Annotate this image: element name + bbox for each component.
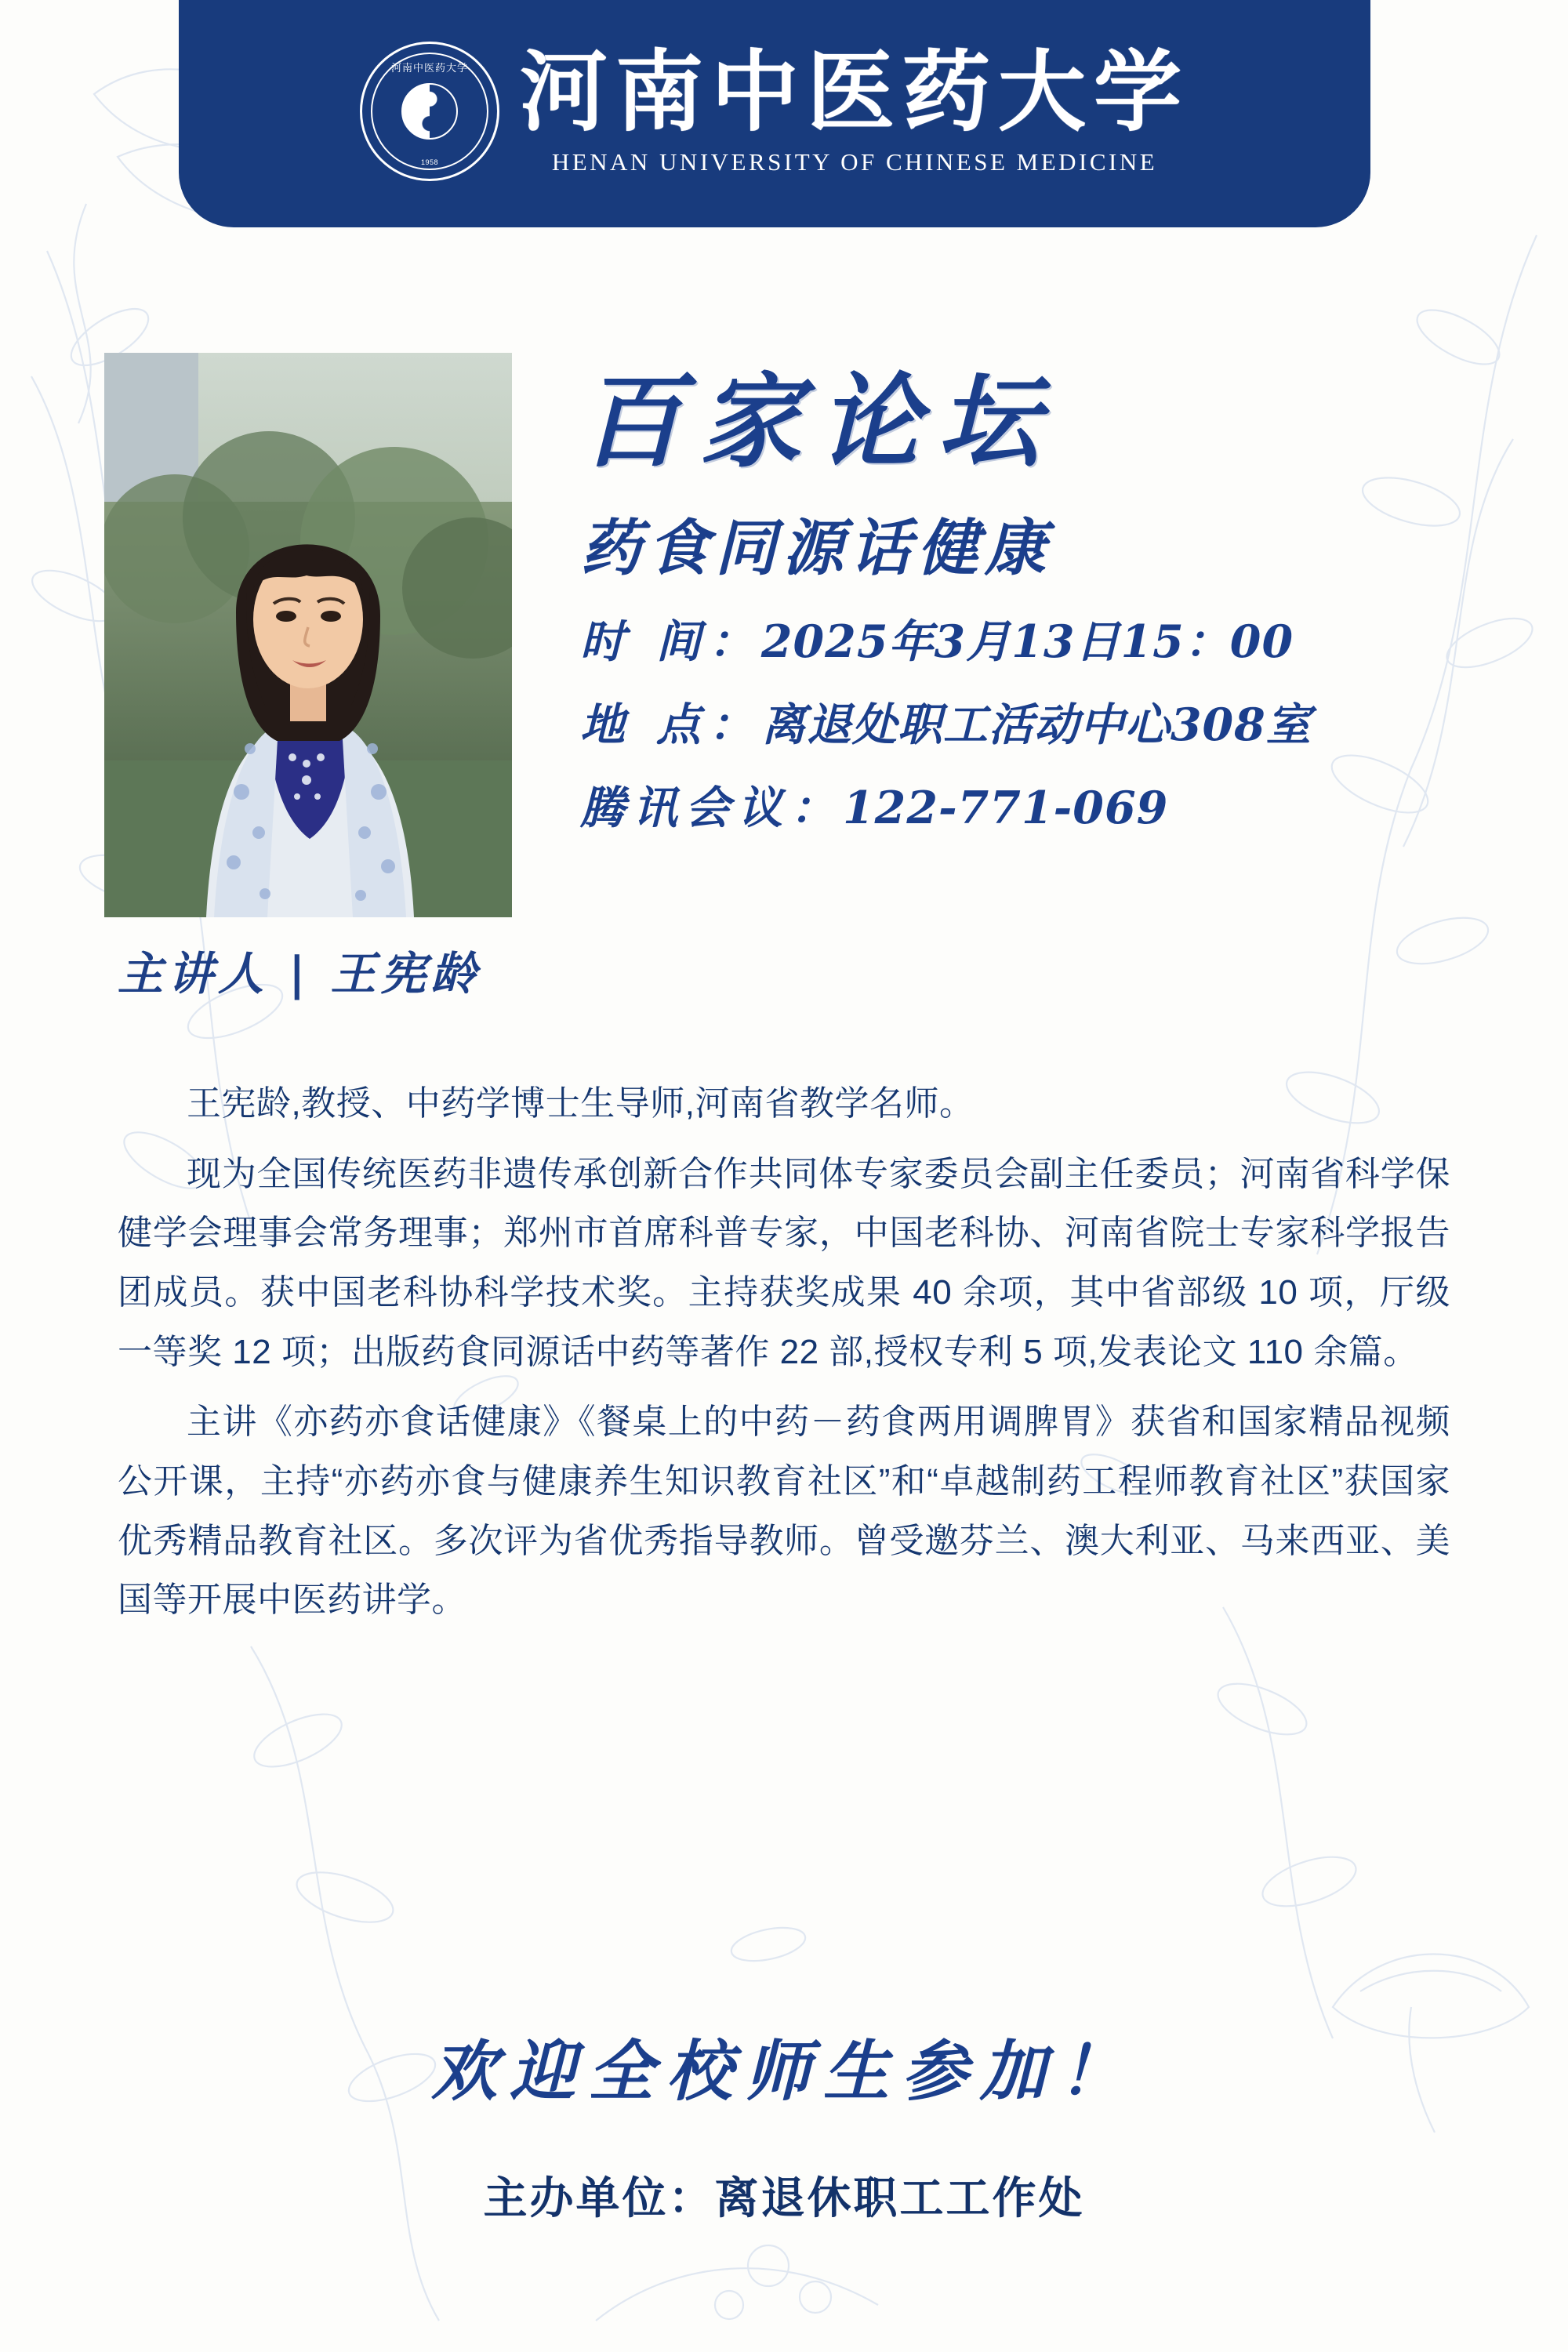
event-title-main: 百家论坛 [580, 361, 1058, 481]
organizer-line: 主办单位：离退休职工工作处 [483, 2173, 1085, 2223]
speaker-biography [118, 1074, 1450, 1641]
event-location-value: 离退处职工活动中心308室 [760, 698, 1312, 751]
bio-paragraph-2: 现为全国传统医药非遗传承创新合作共同体专家委员会副主任委员；河南省科学保健学会理事会常务理事；郑州市首席科普专家，中国老科协、河南省院士专家科学报告团成员。获中国老科协科学技术奖。主持获奖成果 40 余项，其中省部级 10 项，厅级一等奖 12 项；出版药食同源话中药等著作 22 部,授权专利 5 项,发表论文 110 余篇。 [118, 1154, 1450, 1371]
event-time-row [580, 606, 1497, 670]
welcome-message: 欢迎全校师生参加！ [430, 2032, 1137, 2110]
speaker-credit: 主讲人 | 王宪龄 [118, 947, 481, 1000]
event-location-row [580, 689, 1497, 753]
seal-top-text: 河南中医药大学 [390, 62, 468, 74]
university-name-en: HENAN UNIVERSITY OF CHINESE MEDICINE [551, 147, 1158, 176]
event-location-label: 地 点： [580, 698, 761, 751]
event-meeting-label: 腾讯会议： [580, 781, 843, 834]
event-meeting-id: 122-771-069 [843, 781, 1169, 834]
university-header-band [179, 0, 1370, 227]
bio-paragraph-3: 主讲《亦药亦食话健康》《餐桌上的中药－药食两用调脾胃》获省和国家精品视频公开课，主持“亦药亦食与健康养生知识教育社区”和“卓越制药工程师教育社区”获国家优秀精品教育社区。多次评为省优秀指导教师。曾受邀芬兰、澳大利亚、马来西亚、美国等开展中医药讲学。 [118, 1403, 1450, 1620]
bio-paragraph-1: 王宪龄,教授、中药学博士生导师,河南省教学名师。 [187, 1084, 975, 1123]
event-time-value: 2025年3月13日15：00 [760, 615, 1294, 668]
taiji-icon [401, 83, 458, 140]
seal-bottom-text: 1958 [420, 158, 439, 166]
university-seal-icon [360, 42, 499, 181]
event-title-block [580, 361, 1497, 837]
speaker-portrait-photo [104, 353, 512, 917]
event-time-label: 时 间： [580, 615, 761, 668]
university-name-cn: 河南中医药大学 [520, 41, 1189, 144]
event-title-sub: 药食同源话健康 [580, 512, 1053, 584]
event-meeting-row [580, 772, 1497, 837]
